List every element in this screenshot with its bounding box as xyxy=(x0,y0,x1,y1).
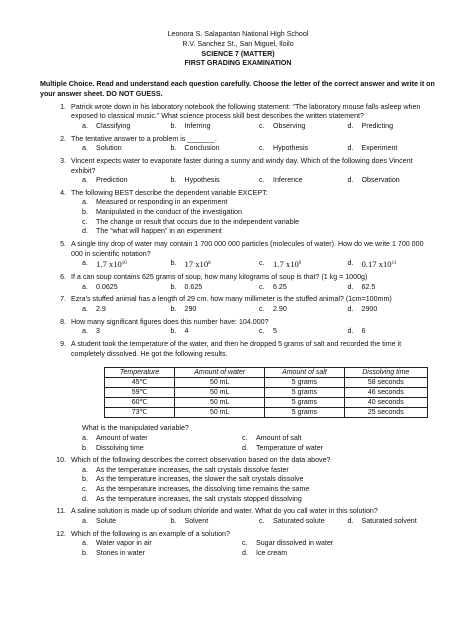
question-2 xyxy=(40,135,436,145)
results-table xyxy=(104,367,428,418)
question-5 xyxy=(40,240,436,259)
option-text: Sugar dissolved in water xyxy=(256,539,334,548)
option xyxy=(348,517,437,527)
option xyxy=(82,198,436,208)
exam-header xyxy=(40,30,436,69)
option-letter: a. xyxy=(82,539,88,548)
column-header: Amount of salt xyxy=(265,368,344,378)
option-letter: b. xyxy=(170,327,177,336)
table-cell: 60℃ xyxy=(105,398,175,408)
option xyxy=(242,549,402,559)
question-text: Vincent expects water to evaporate faster during a sunny and windy day. Which of the following does Vincent exhibit? xyxy=(71,156,413,175)
option xyxy=(348,122,437,132)
option-text: Saturated solvent xyxy=(361,517,417,526)
option-text: Solvent xyxy=(184,517,209,526)
question-number: 6. xyxy=(60,273,66,281)
option-text: 62.5 xyxy=(361,282,376,291)
instructions: Multiple Choice. Read and understand each question carefully. Choose the letter of the correct answer and write it on your answer sheet. DO NOT GUESS. xyxy=(40,80,435,98)
question-text: If a can soup contains 625 grams of soup, how many kilograms of soup is that? (1 kg = 1000g) xyxy=(71,273,368,281)
option-letter: d. xyxy=(242,443,248,452)
option-text: 0.625 xyxy=(184,282,203,291)
option xyxy=(171,144,260,154)
question-9 xyxy=(40,340,436,359)
table-row xyxy=(105,398,428,408)
option xyxy=(348,144,437,154)
question-number: 9. xyxy=(60,340,66,349)
option-letter: d. xyxy=(347,304,354,313)
option-row xyxy=(82,517,436,527)
option xyxy=(82,176,171,186)
option-text: Dissolving time xyxy=(96,443,144,452)
option-letter: c. xyxy=(259,176,265,185)
option-letter: c. xyxy=(259,121,265,130)
question-number: 11. xyxy=(56,507,66,516)
option-text: As the temperature increases, the dissolving time remains the same xyxy=(96,485,310,494)
question-number: 7. xyxy=(60,295,66,304)
table-row xyxy=(105,408,428,418)
option-letter: c. xyxy=(82,217,88,226)
option-letter: d. xyxy=(82,494,88,503)
option-letter: b. xyxy=(170,304,177,313)
option-row xyxy=(82,176,436,186)
option-text: 3 xyxy=(96,327,100,336)
option xyxy=(82,227,436,237)
option-letter: d. xyxy=(347,517,354,526)
option-letter: a. xyxy=(82,327,88,336)
option-letter: d. xyxy=(347,121,354,130)
option xyxy=(82,259,171,270)
option xyxy=(171,259,260,270)
option-text: Conclusion xyxy=(184,144,220,153)
option-letter: a. xyxy=(82,176,88,185)
option-letter: b. xyxy=(170,176,177,185)
option-text: The “what will happen” in an experiment xyxy=(96,227,222,236)
school-name: Leonora S. Salapantan National High School xyxy=(167,30,309,38)
subject-title: SCIENCE 7 (MATTER) xyxy=(201,49,275,58)
option-letter: d. xyxy=(82,227,88,236)
option-text: 1.7 $x10^{10}$ xyxy=(96,259,127,270)
option-letter: b. xyxy=(82,443,88,452)
question-text: A saline solution is made up of sodium chloride and water. What do you call water in this solution? xyxy=(71,507,378,516)
option-list xyxy=(82,466,436,504)
option xyxy=(171,327,260,337)
option-text: Hypothesis xyxy=(273,144,309,153)
option-letter: a. xyxy=(82,121,88,130)
table-cell: 46 seconds xyxy=(344,388,427,398)
option-grid xyxy=(82,539,436,558)
option-text: 290 xyxy=(184,304,197,313)
option-text: Observation xyxy=(361,176,400,185)
option-row xyxy=(82,283,436,293)
table-cell: 5 grams xyxy=(265,408,344,418)
option-text: Experiment xyxy=(361,144,398,153)
option xyxy=(82,305,171,315)
exponent: 11 xyxy=(391,261,397,267)
option-letter: b. xyxy=(170,517,177,526)
question-1 xyxy=(40,103,436,122)
question-text: A single tiny drop of water may contain 1 700 000 000 particles (molecules of water). How do we write 1 700 000 000 in scientific notation? xyxy=(71,240,424,258)
option-text: 6 xyxy=(361,327,366,336)
option-letter: b. xyxy=(82,475,88,484)
option-letter: b. xyxy=(170,259,177,268)
question-text: Patrick wrote down in his laboratory notebook the following statement: “The laboratory mouse falls asleep when exposed to classical music.” What science process skill best describes the written statement? xyxy=(71,102,421,121)
option-text: Prediction xyxy=(96,176,128,185)
option xyxy=(259,259,348,270)
option xyxy=(259,144,348,154)
option-letter: a. xyxy=(82,465,88,474)
question-number: 1. xyxy=(60,102,66,111)
option xyxy=(259,327,348,337)
option xyxy=(259,283,348,293)
option xyxy=(259,305,348,315)
option-text: Classifying xyxy=(96,121,131,130)
question-8 xyxy=(40,318,436,328)
option xyxy=(82,144,171,154)
question-text: A student took the temperature of the water, and then he dropped 5 grams of salt and recorded the time it completely dissolved. He got the following results. xyxy=(71,340,402,358)
option-letter: a. xyxy=(82,259,88,268)
option xyxy=(348,176,437,186)
option-text: As the temperature increases, the salt crystals stopped dissolving xyxy=(96,494,302,503)
option-row xyxy=(82,305,436,315)
option-row xyxy=(82,259,436,270)
table-cell: 59℃ xyxy=(105,388,175,398)
option-text: 1.7 $x10^9$ xyxy=(273,259,302,270)
option-text: Temperature of water xyxy=(256,443,324,452)
option-text: 2900 xyxy=(361,304,378,313)
exponent: 9 xyxy=(298,261,302,267)
table-cell: 40 seconds xyxy=(344,398,427,408)
option-letter: a. xyxy=(82,433,88,442)
table-cell: 45℃ xyxy=(105,378,175,388)
option-grid xyxy=(82,434,436,453)
option xyxy=(171,283,260,293)
option-letter: d. xyxy=(347,144,354,153)
option xyxy=(82,466,436,476)
option-letter: c. xyxy=(259,259,265,268)
option-text: Predicting xyxy=(361,121,394,130)
question-number: 2. xyxy=(60,134,66,143)
question-text: Ezra’s stuffed animal has a length of 29 cm. how many millimeter is the stuffed animal? (1cm=100mm) xyxy=(71,295,392,304)
option xyxy=(171,305,260,315)
option-letter: d. xyxy=(347,176,354,185)
option-text: Measured or responding in an experiment xyxy=(96,198,228,207)
followup-question: What is the manipulated variable? xyxy=(82,424,189,433)
option xyxy=(82,549,242,559)
question-10 xyxy=(40,456,436,466)
table-cell: 5 grams xyxy=(265,398,344,408)
option-letter: c. xyxy=(259,282,265,291)
option xyxy=(82,517,171,527)
option xyxy=(171,176,260,186)
option-letter: c. xyxy=(259,327,265,336)
table-cell: 50 mL xyxy=(175,398,265,408)
table-row xyxy=(105,388,428,398)
option-letter: b. xyxy=(82,208,88,217)
question-number: 10. xyxy=(56,456,66,465)
question-number: 3. xyxy=(60,156,66,165)
option xyxy=(171,122,260,132)
table-cell: 50 mL xyxy=(175,408,265,418)
option-text: Amount of salt xyxy=(256,433,302,442)
exponent: 10 xyxy=(121,261,127,267)
question-text: Which of the following is an example of a solution? xyxy=(71,529,230,538)
option-text: As the temperature increases, the salt crystals dissolve faster xyxy=(96,465,289,474)
question-number: 4. xyxy=(60,188,66,197)
option-letter: c. xyxy=(259,144,265,153)
option xyxy=(82,495,436,505)
question-text: How many significant figures does this number have: 104.000? xyxy=(71,317,269,326)
option-text: Inferring xyxy=(184,121,211,130)
option-letter: a. xyxy=(82,517,88,526)
option-list xyxy=(82,198,436,236)
question-4 xyxy=(40,189,436,199)
option xyxy=(348,305,437,315)
option xyxy=(82,122,171,132)
option xyxy=(259,517,348,527)
option-text: As the temperature increases, the slower the salt crystals dissolve xyxy=(96,475,304,484)
question-7 xyxy=(40,295,436,305)
option-text: 6.25 xyxy=(273,282,287,291)
option-letter: a. xyxy=(82,304,88,313)
option-letter: d. xyxy=(347,282,354,291)
option-text: 4 xyxy=(184,327,189,336)
table-cell: 73℃ xyxy=(105,408,175,418)
option xyxy=(259,122,348,132)
table-header-row xyxy=(105,368,428,378)
option-letter: d. xyxy=(347,327,354,336)
question-6 xyxy=(40,273,436,283)
option xyxy=(82,283,171,293)
option xyxy=(82,208,436,218)
option-row xyxy=(82,327,436,337)
question-text: The tentative answer to a problem is _______. xyxy=(71,134,217,143)
option-text: Amount of water xyxy=(96,433,148,442)
option xyxy=(259,176,348,186)
question-text: Which of the following describes the correct observation based on the data above? xyxy=(71,456,331,465)
option-text: 5 xyxy=(273,327,277,336)
option xyxy=(82,218,436,228)
question-12 xyxy=(40,530,436,540)
option xyxy=(242,444,402,454)
option xyxy=(348,327,437,337)
option xyxy=(82,485,436,495)
option xyxy=(82,434,242,444)
question-number: 8. xyxy=(60,317,66,326)
option-letter: a. xyxy=(82,282,88,291)
table-cell: 5 grams xyxy=(265,378,344,388)
table-cell: 58 seconds xyxy=(344,378,427,388)
option xyxy=(82,327,171,337)
option-letter: b. xyxy=(170,282,177,291)
table-cell: 25 seconds xyxy=(344,408,427,418)
option-text: 2.9 xyxy=(96,304,106,313)
option-letter: c. xyxy=(242,539,248,548)
table-cell: 5 grams xyxy=(265,388,344,398)
option-row xyxy=(82,122,436,132)
school-address: R.V. Sanchez St., San Miguel, Iloilo xyxy=(182,39,294,48)
option-letter: c. xyxy=(259,304,265,313)
option xyxy=(82,475,436,485)
option-letter: c. xyxy=(242,433,248,442)
option-letter: b. xyxy=(170,121,177,130)
question-number: 5. xyxy=(60,240,66,249)
option-text: The change or result that occurs due to the independent variable xyxy=(96,217,300,226)
option xyxy=(82,539,242,549)
option xyxy=(242,434,402,444)
option-letter: c. xyxy=(82,485,88,494)
option-text: Ice cream xyxy=(256,549,288,557)
option xyxy=(242,539,402,549)
option-letter: b. xyxy=(82,549,88,557)
option-row xyxy=(82,144,436,154)
option-letter: d. xyxy=(242,549,248,557)
question-text: The following BEST describe the dependent variable EXCEPT: xyxy=(71,188,268,197)
table-cell: 50 mL xyxy=(175,378,265,388)
option-text: 0.0625 xyxy=(96,282,118,291)
option-letter: c. xyxy=(259,517,265,526)
option-text: Inference xyxy=(273,176,303,185)
exponent: 8 xyxy=(208,261,211,267)
option-text: Solute xyxy=(96,517,117,526)
option xyxy=(348,259,437,270)
option-text: Observing xyxy=(273,121,306,130)
table-cell: 50 mL xyxy=(175,388,265,398)
question-number: 12. xyxy=(56,529,66,538)
option-text: 0.17 $x10^{11}$ xyxy=(361,259,397,270)
option-text: Hypothesis xyxy=(184,176,220,185)
option-letter: a. xyxy=(82,144,88,153)
option xyxy=(171,517,260,527)
option xyxy=(348,283,437,293)
option-text: 2.90 xyxy=(273,304,287,313)
option-text: Water vapor in air xyxy=(96,539,152,548)
question-list xyxy=(40,103,436,559)
column-header: Dissolving time xyxy=(344,368,427,378)
exam-title: FIRST GRADING EXAMINATION xyxy=(184,59,292,68)
column-header: Amount of water xyxy=(175,368,265,378)
table-row xyxy=(105,378,428,388)
option-letter: a. xyxy=(82,198,88,207)
option-text: Saturated solute xyxy=(273,517,325,526)
option xyxy=(82,444,242,454)
question-11 xyxy=(40,507,436,517)
option-text: 17 $x10^8$ xyxy=(184,259,211,270)
option-text: Stones in water xyxy=(96,549,145,557)
option-letter: b. xyxy=(170,144,177,153)
option-text: Manipulated in the conduct of the investigation xyxy=(96,208,242,217)
option-letter: d. xyxy=(347,259,354,268)
option-text: Solution xyxy=(96,144,122,153)
column-header: Temperature xyxy=(105,368,175,378)
question-3 xyxy=(40,157,436,176)
